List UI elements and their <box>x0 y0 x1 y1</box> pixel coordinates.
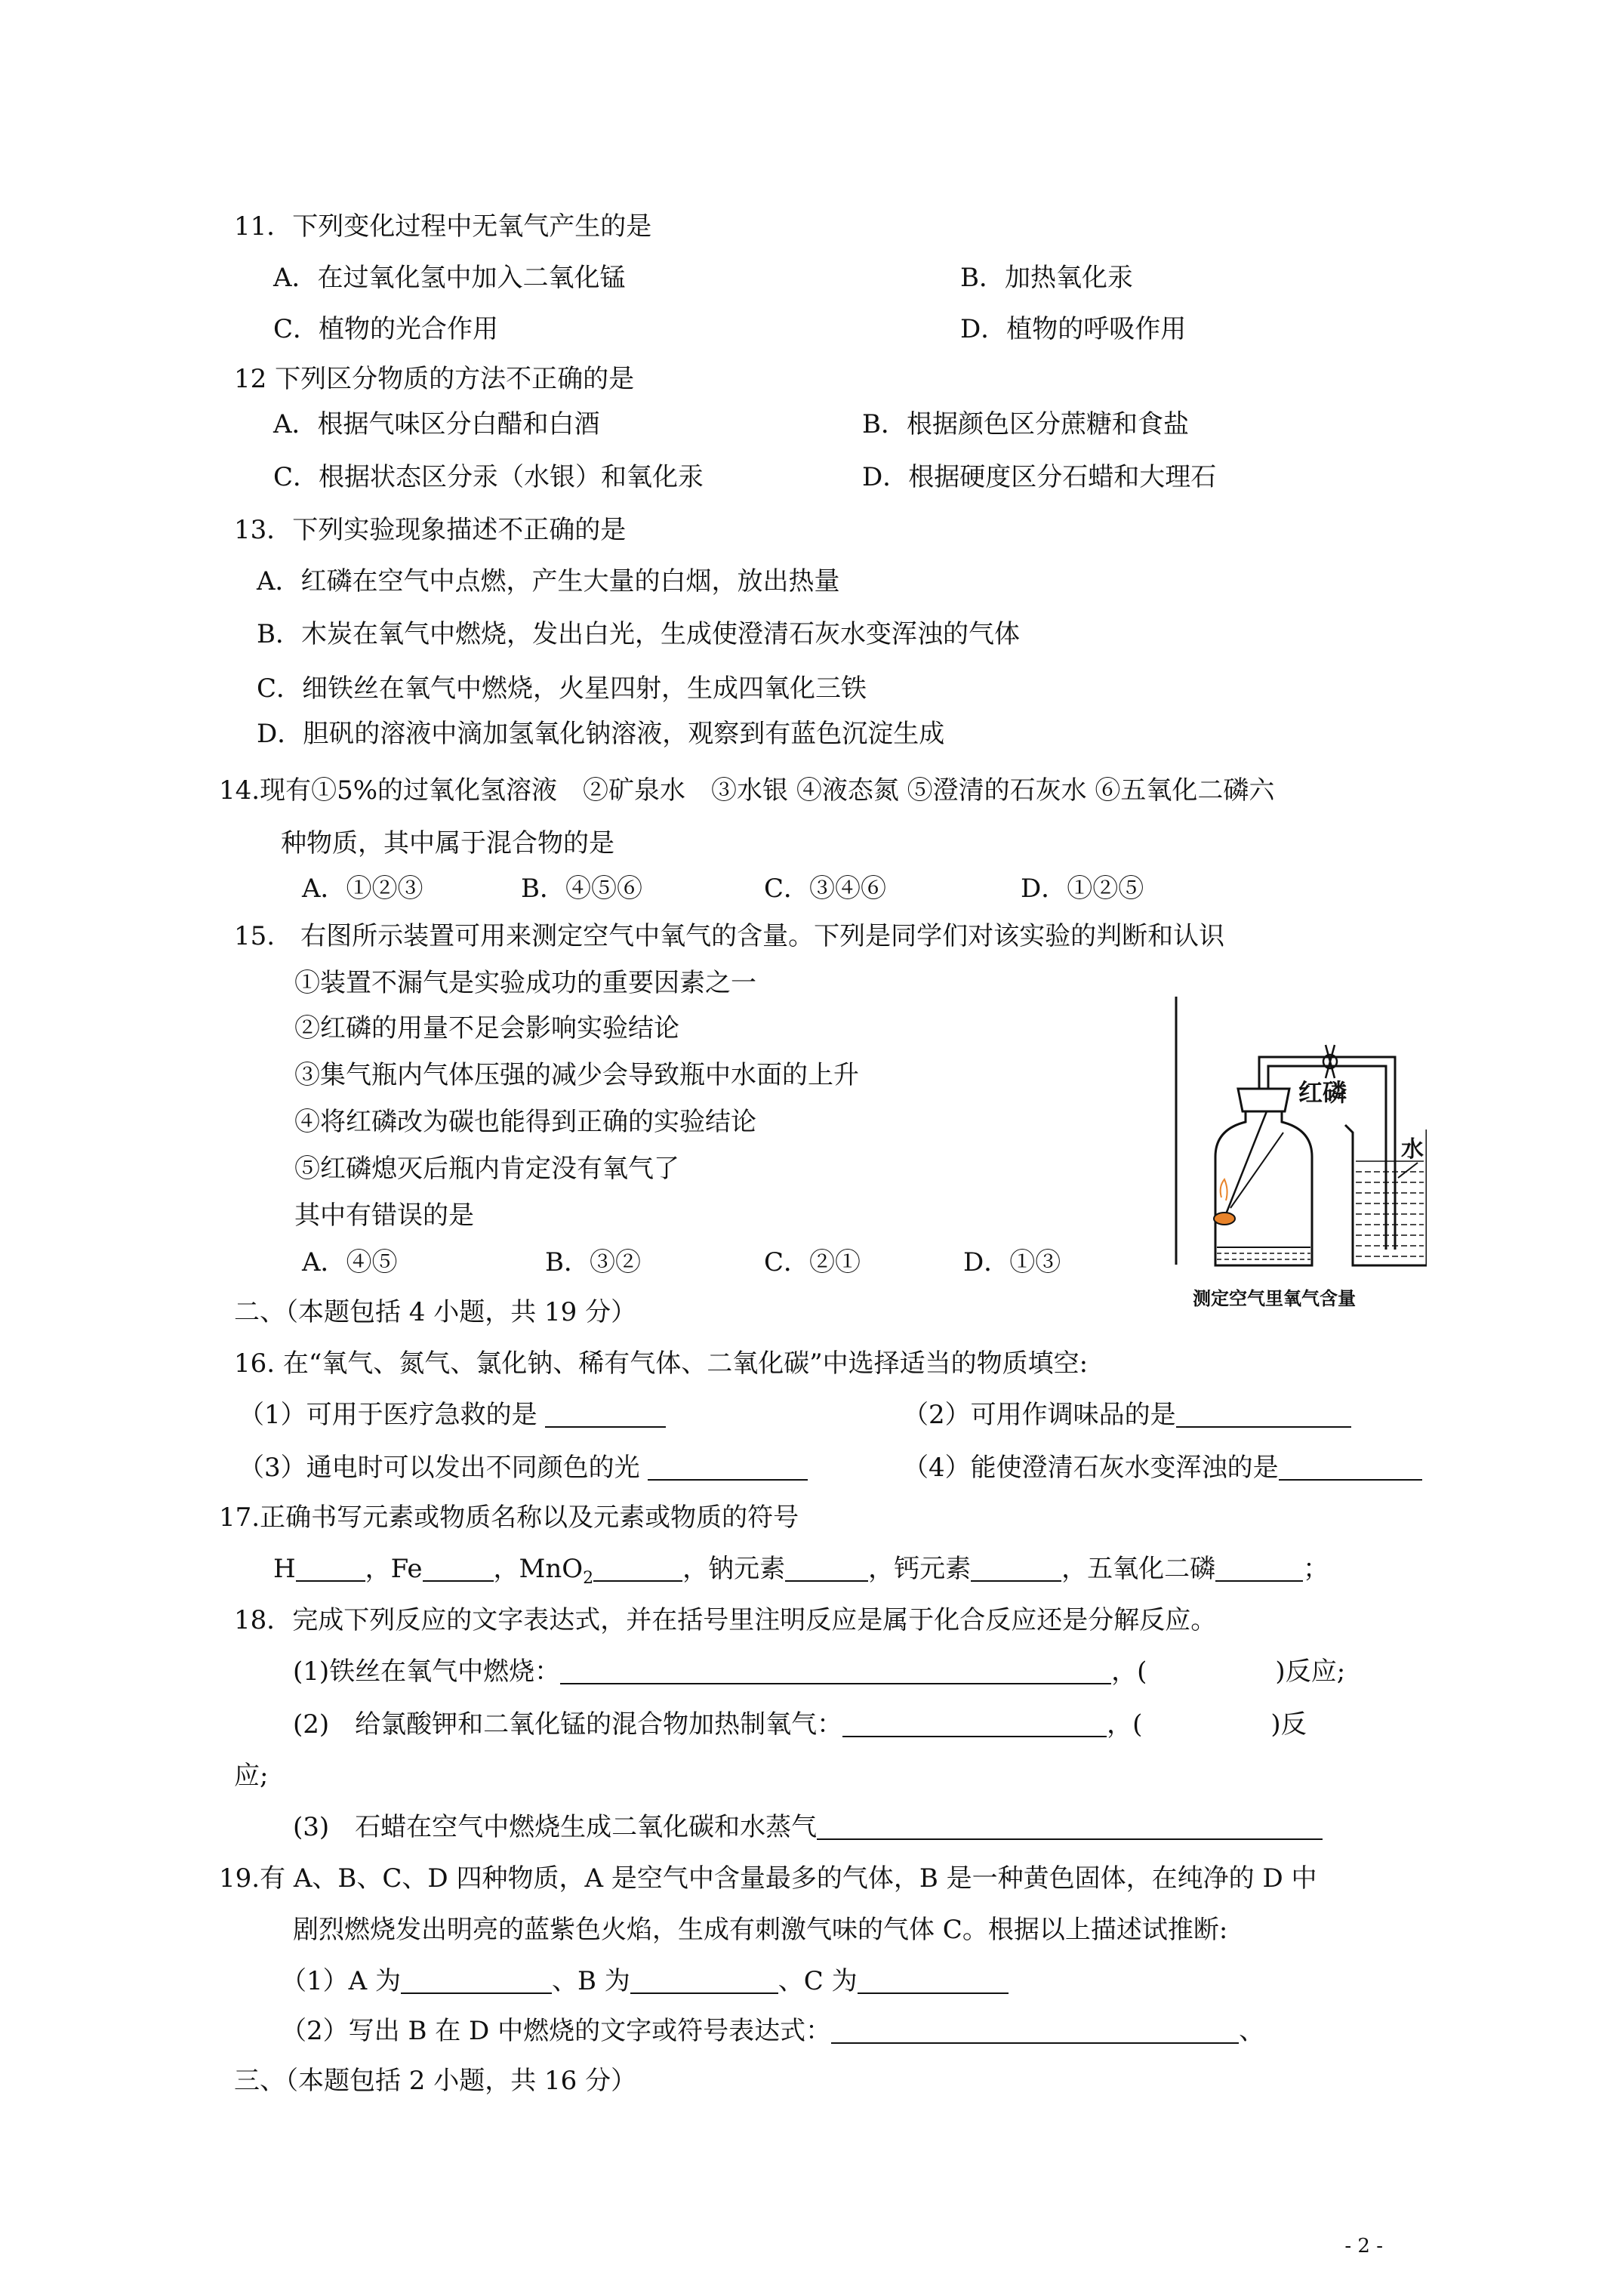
q16-part-1: （1）可用于医疗急救的是 <box>239 1398 666 1432</box>
q17-blank-mno2[interactable] <box>593 1555 682 1582</box>
page-number: - 2 - <box>1344 2235 1383 2257</box>
q15-option-d: D．①③ <box>963 1247 1061 1277</box>
q15-statement-4: ④将红磷改为碳也能得到正确的实验结论 <box>294 1107 756 1137</box>
q16-part-2: （2）可用作调味品的是 <box>903 1398 1351 1432</box>
q14-option-c: C．③④⑥ <box>764 874 887 904</box>
q17-stem: 17.正确书写元素或物质名称以及元素或物质的符号 <box>219 1502 799 1533</box>
q19-blank-c[interactable] <box>858 1967 1009 1994</box>
q19-blank-expression[interactable] <box>831 2017 1239 2044</box>
q12-option-b: B．根据颜色区分蔗糖和食盐 <box>862 409 1189 439</box>
q18-blank-3[interactable] <box>817 1813 1323 1840</box>
q12-option-d: D．根据硬度区分石蜡和大理石 <box>862 462 1217 492</box>
q15-option-a: A．④⑤ <box>302 1247 398 1277</box>
q15-statement-3: ③集气瓶内气体压强的减少会导致瓶中水面的上升 <box>294 1060 859 1090</box>
q15-statement-5: ⑤红磷熄灭后瓶内肯定没有氧气了 <box>294 1154 679 1184</box>
q13-stem: 13．下列实验现象描述不正确的是 <box>234 515 627 545</box>
q17-blank-fe[interactable] <box>423 1555 494 1582</box>
q16-blank-3[interactable] <box>648 1453 808 1481</box>
section-3-heading: 三、（本题包括 2 小题，共 16 分） <box>234 2066 637 2096</box>
q11-option-b: B．加热氧化汞 <box>960 263 1133 293</box>
q14-option-b: B．④⑤⑥ <box>521 874 642 904</box>
q12-option-a: A．根据气味区分白醋和白酒 <box>273 409 600 439</box>
label-water: 水 <box>1401 1136 1424 1163</box>
q11-stem: 11．下列变化过程中无氧气产生的是 <box>234 211 652 242</box>
q18-stem: 18．完成下列反应的文字表达式，并在括号里注明反应是属于化合反应还是分解反应。 <box>234 1605 1217 1635</box>
q11-option-c: C．植物的光合作用 <box>273 314 499 344</box>
q18-part-2-continued: 应; <box>234 1761 269 1791</box>
section-2-heading: 二、（本题包括 4 小题，共 19 分） <box>234 1297 637 1327</box>
q17-blank-ca[interactable] <box>971 1555 1061 1582</box>
q17-blank-na[interactable] <box>785 1555 868 1582</box>
q18-blank-2[interactable] <box>842 1710 1107 1737</box>
q13-option-a: A．红磷在空气中点燃，产生大量的白烟，放出热量 <box>257 566 840 596</box>
q18-part-3: (3) 石蜡在空气中燃烧生成二氧化碳和水蒸气 <box>293 1811 1323 1844</box>
q18-part-1: (1)铁丝在氧气中燃烧： ，( )反应; <box>293 1657 1346 1687</box>
q11-option-a: A．在过氧化氢中加入二氧化锰 <box>273 263 626 293</box>
q14-stem-line2: 种物质，其中属于混合物的是 <box>281 828 614 858</box>
q13-option-c: C．细铁丝在氧气中燃烧，火星四射，生成四氧化三铁 <box>257 673 867 704</box>
q18-blank-1[interactable] <box>560 1657 1111 1684</box>
q18-part-2: (2) 给氯酸钾和二氧化锰的混合物加热制氧气： ，( )反 <box>293 1709 1307 1740</box>
q15-option-b: B．③② <box>545 1247 641 1277</box>
q16-stem: 16. 在“氧气、氮气、氯化钠、稀有气体、二氧化碳”中选择适当的物质填空: <box>234 1348 1089 1379</box>
q16-blank-4[interactable] <box>1279 1453 1422 1481</box>
label-red-phosphorus: 红磷 <box>1298 1078 1347 1107</box>
q16-blank-2[interactable] <box>1176 1401 1351 1428</box>
q11-option-d: D．植物的呼吸作用 <box>960 314 1187 344</box>
q12-stem: 12 下列区分物质的方法不正确的是 <box>234 364 635 394</box>
q17-blank-p2o5[interactable] <box>1215 1555 1303 1582</box>
q16-part-4: （4）能使澄清石灰水变浑浊的是 <box>903 1451 1422 1484</box>
q13-option-d: D．胆矾的溶液中滴加氢氧化钠溶液，观察到有蓝色沉淀生成 <box>257 719 945 749</box>
q15-stem: 15. 右图所示装置可用来测定空气中氧气的含量。下列是同学们对该实验的判断和认识 <box>234 921 1225 951</box>
q17-fill-line: H ，Fe ，MnO$_2$ ，钠元素 ，钙元素 ，五氧化二磷 ； <box>273 1554 1329 1588</box>
figure-caption: 测定空气里氧气含量 <box>1193 1288 1356 1309</box>
q19-part-1: （1）A 为 、B 为 、C 为 <box>281 1965 1009 1998</box>
q15-ask: 其中有错误的是 <box>294 1200 474 1231</box>
q15-option-c: C．②① <box>764 1247 861 1277</box>
q14-stem-line1: 14.现有①5%的过氧化氢溶液 ②矿泉水 ③水银 ④液态氮 ⑤澄清的石灰水 ⑥五氧化二磷六 <box>219 775 1275 806</box>
oxygen-measurement-apparatus-figure <box>1132 982 1427 1314</box>
q14-option-a: A．①②③ <box>302 874 423 904</box>
q19-stem-line1: 19.有 A、B、C、D 四种物质，A 是空气中含量最多的气体，B 是一种黄色固体，在纯净的 D 中 <box>219 1863 1317 1894</box>
q19-blank-a[interactable] <box>401 1967 552 1994</box>
q17-blank-h[interactable] <box>296 1555 365 1582</box>
q16-part-3: （3）通电时可以发出不同颜色的光 <box>239 1451 808 1484</box>
q12-option-c: C．根据状态区分汞（水银）和氧化汞 <box>273 462 704 492</box>
q14-option-d: D．①②⑤ <box>1021 874 1144 904</box>
q15-statement-1: ①装置不漏气是实验成功的重要因素之一 <box>294 968 756 998</box>
q16-blank-1[interactable] <box>545 1401 666 1428</box>
q15-statement-2: ②红磷的用量不足会影响实验结论 <box>294 1013 679 1043</box>
q19-part-2: （2）写出 B 在 D 中燃烧的文字或符号表达式： 、 <box>281 2016 1265 2046</box>
q19-stem-line2: 剧烈燃烧发出明亮的蓝紫色火焰，生成有刺激气味的气体 C。根据以上描述试推断: <box>293 1915 1228 1945</box>
q13-option-b: B．木炭在氧气中燃烧，发出白光，生成使澄清石灰水变浑浊的气体 <box>257 619 1020 649</box>
q19-blank-b[interactable] <box>630 1967 778 1994</box>
